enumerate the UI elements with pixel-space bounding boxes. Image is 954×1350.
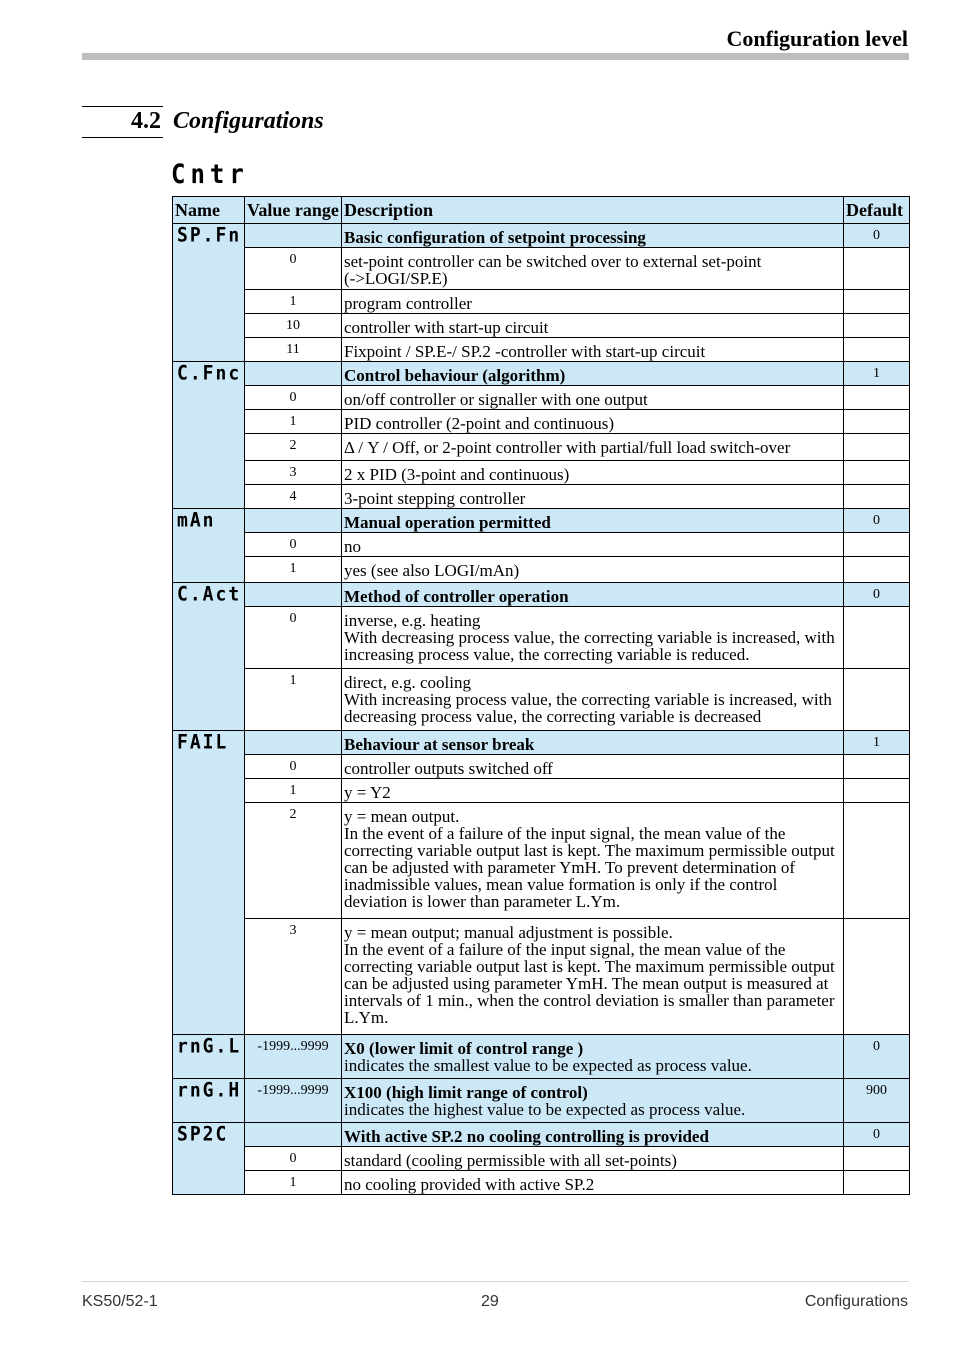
param-code: FAIL: [177, 730, 229, 755]
description-detail: In the event of a failure of the input signal, the mean value of the correcting variable output last is kept. The maximum permissible output can be adjusted with parameter YmH. To prevent determination of inadmissible values, mean value formation is only if the control deviation is lower than parameter L.Ym.: [344, 824, 835, 911]
default-cell: 0: [844, 224, 910, 248]
description-cell: [342, 224, 844, 248]
param-name-cell: [173, 583, 245, 731]
description-text: Manual operation permitted: [344, 513, 551, 532]
default-cell: [844, 755, 910, 779]
param-code: SP2C: [177, 1122, 229, 1147]
description-text: With active SP.2 no cooling controlling is provided: [344, 1127, 709, 1146]
param-code: C.Act: [177, 582, 242, 607]
description-text: Δ / Y / Off, or 2-point controller with partial/full load switch-over: [344, 438, 791, 457]
section-title: Configurations: [173, 108, 324, 134]
footer-section: Configurations: [804, 1293, 908, 1310]
value-range-cell: -1999...9999: [245, 1035, 342, 1079]
description-cell: [342, 290, 844, 314]
default-cell: [844, 533, 910, 557]
description-text: direct, e.g. cooling: [344, 673, 471, 692]
value-range-cell: 0: [245, 755, 342, 779]
description-text: PID controller (2-point and continuous): [344, 414, 615, 433]
description-text: 2 x PID (3-point and continuous): [344, 465, 570, 484]
value-range-cell: 11: [245, 338, 342, 362]
table-row: [173, 919, 910, 1035]
description-cell: [342, 1123, 844, 1147]
section-rule-top: [82, 106, 163, 107]
default-cell: [844, 410, 910, 434]
table-row: [173, 755, 910, 779]
value-range-cell: 1: [245, 779, 342, 803]
value-range-cell: [245, 362, 342, 386]
param-name-cell: [173, 509, 245, 583]
description-cell: [342, 410, 844, 434]
value-range-cell: 0: [245, 1147, 342, 1171]
description-cell: [342, 755, 844, 779]
header-bar: [82, 53, 909, 60]
description-text: Basic configuration of setpoint processing: [344, 228, 646, 247]
description-text: no: [344, 537, 361, 556]
column-header-name: Name: [173, 197, 245, 224]
description-cell: [342, 731, 844, 755]
value-range-cell: -1999...9999: [245, 1079, 342, 1123]
table-row: [173, 485, 910, 509]
description-cell: [342, 669, 844, 731]
description-cell: [342, 338, 844, 362]
value-range-cell: [245, 583, 342, 607]
description-cell: [342, 485, 844, 509]
value-range-cell: 10: [245, 314, 342, 338]
description-detail: indicates the highest value to be expected as process value.: [344, 1100, 746, 1119]
table-row: [173, 1035, 910, 1079]
default-cell: 900: [844, 1079, 910, 1123]
description-detail: In the event of a failure of the input signal, the mean value of the correcting variable output last is kept. The maximum permissible output can be adjusted using parameter YmH. The mean output is measured at intervals of 1 min., when the control deviation is smaller than parameter L.Ym.: [344, 940, 835, 1027]
description-text: Control behaviour (algorithm): [344, 366, 566, 385]
table-row: [173, 583, 910, 607]
param-code: rnG.H: [177, 1078, 242, 1103]
value-range-cell: 1: [245, 1171, 342, 1195]
param-name-cell: [173, 731, 245, 1035]
value-range-cell: 0: [245, 386, 342, 410]
description-cell: [342, 248, 844, 290]
value-range-cell: 2: [245, 803, 342, 919]
value-range-cell: 2: [245, 434, 342, 461]
value-range-cell: 0: [245, 248, 342, 290]
default-cell: [844, 434, 910, 461]
table-row: [173, 410, 910, 434]
description-detail: With decreasing process value, the correcting variable is increased, with increasing process value, the correcting variable is reduced.: [344, 628, 835, 664]
param-name-cell: [173, 1123, 245, 1195]
value-range-cell: [245, 1123, 342, 1147]
default-cell: [844, 669, 910, 731]
param-name-cell: [173, 362, 245, 509]
default-cell: 1: [844, 731, 910, 755]
description-text: no cooling provided with active SP.2: [344, 1175, 595, 1194]
description-detail: indicates the smallest value to be expected as process value.: [344, 1056, 752, 1075]
default-cell: [844, 485, 910, 509]
table-row: [173, 669, 910, 731]
default-cell: 0: [844, 583, 910, 607]
column-header-description: Description: [342, 197, 844, 224]
value-range-cell: 0: [245, 607, 342, 669]
table-row: [173, 224, 910, 248]
value-range-cell: 4: [245, 485, 342, 509]
description-text: program controller: [344, 294, 472, 313]
description-text: on/off controller or signaller with one output: [344, 390, 648, 409]
default-cell: [844, 779, 910, 803]
description-cell: [342, 362, 844, 386]
default-cell: [844, 1171, 910, 1195]
default-cell: [844, 248, 910, 290]
description-detail: (->LOGI/SP.E): [344, 269, 448, 288]
default-cell: [844, 803, 910, 919]
table-row: [173, 1171, 910, 1195]
description-cell: [342, 1147, 844, 1171]
footer-page-number: 29: [481, 1293, 499, 1310]
table-row: [173, 1147, 910, 1171]
value-range-cell: 3: [245, 461, 342, 485]
default-cell: [844, 338, 910, 362]
description-text: standard (cooling permissible with all set-points): [344, 1151, 677, 1170]
value-range-cell: 1: [245, 410, 342, 434]
section-number: 4.2: [131, 108, 161, 134]
description-text: y = mean output.: [344, 807, 460, 826]
table-row: [173, 731, 910, 755]
table-row: [173, 1123, 910, 1147]
value-range-cell: [245, 224, 342, 248]
description-cell: [342, 1035, 844, 1079]
value-range-cell: 0: [245, 533, 342, 557]
value-range-cell: 1: [245, 669, 342, 731]
description-cell: [342, 1079, 844, 1123]
description-text: inverse, e.g. heating: [344, 611, 481, 630]
table-row: [173, 290, 910, 314]
column-header-default: Default: [844, 197, 910, 224]
table-row: [173, 362, 910, 386]
param-code: mAn: [177, 508, 216, 533]
table-header-row: [173, 197, 910, 224]
description-cell: [342, 461, 844, 485]
default-cell: 0: [844, 1035, 910, 1079]
table-row: [173, 434, 910, 461]
param-name-cell: [173, 1035, 245, 1079]
table-row: [173, 386, 910, 410]
param-code: rnG.L: [177, 1034, 242, 1059]
description-text: 3-point stepping controller: [344, 489, 526, 508]
table-row: [173, 461, 910, 485]
default-cell: 0: [844, 1123, 910, 1147]
description-cell: [342, 803, 844, 919]
description-text: controller outputs switched off: [344, 759, 553, 778]
value-range-cell: 1: [245, 290, 342, 314]
footer-rule: [82, 1281, 909, 1282]
description-cell: [342, 607, 844, 669]
description-text: Method of controller operation: [344, 587, 569, 606]
description-text: Fixpoint / SP.E-/ SP.2 -controller with start-up circuit: [344, 342, 706, 361]
header-title: Configuration level: [726, 26, 908, 51]
table-row: [173, 557, 910, 583]
description-text: X0 (lower limit of control range ): [344, 1039, 584, 1058]
default-cell: [844, 290, 910, 314]
default-cell: [844, 1147, 910, 1171]
table-row: [173, 803, 910, 919]
default-cell: [844, 607, 910, 669]
description-detail: With increasing process value, the correcting variable is increased, with decreasing process value, the correcting variable is decreased: [344, 690, 832, 726]
table-row: [173, 509, 910, 533]
param-name-cell: [173, 224, 245, 362]
table-row: [173, 248, 910, 290]
default-cell: [844, 461, 910, 485]
param-code: SP.Fn: [177, 223, 242, 248]
column-header-value-range: Value range: [245, 197, 342, 224]
table-row: [173, 607, 910, 669]
value-range-cell: [245, 731, 342, 755]
value-range-cell: 1: [245, 557, 342, 583]
value-range-cell: [245, 509, 342, 533]
description-cell: [342, 583, 844, 607]
description-text: set-point controller can be switched over to external set-point: [344, 252, 762, 271]
description-cell: [342, 434, 844, 461]
param-name-cell: [173, 1079, 245, 1123]
description-cell: [342, 509, 844, 533]
default-cell: 1: [844, 362, 910, 386]
value-range-cell: 3: [245, 919, 342, 1035]
default-cell: [844, 314, 910, 338]
description-text: X100 (high limit range of control): [344, 1083, 588, 1102]
default-cell: 0: [844, 509, 910, 533]
table-row: [173, 1079, 910, 1123]
description-text: yes (see also LOGI/mAn): [344, 561, 520, 580]
param-code: C.Fnc: [177, 361, 242, 386]
default-cell: [844, 557, 910, 583]
section-rule-bottom: [82, 137, 163, 138]
description-cell: [342, 533, 844, 557]
description-cell: [342, 919, 844, 1035]
description-cell: [342, 557, 844, 583]
description-text: y = Y2: [344, 783, 391, 802]
description-text: Behaviour at sensor break: [344, 735, 535, 754]
default-cell: [844, 919, 910, 1035]
description-cell: [342, 314, 844, 338]
description-cell: [342, 386, 844, 410]
configuration-table: [172, 196, 910, 1195]
footer-doc-id: KS50/52-1: [82, 1293, 158, 1310]
default-cell: [844, 386, 910, 410]
description-cell: [342, 779, 844, 803]
description-text: controller with start-up circuit: [344, 318, 549, 337]
table-row: [173, 314, 910, 338]
table-row: [173, 779, 910, 803]
description-cell: [342, 1171, 844, 1195]
description-text: y = mean output; manual adjustment is possible.: [344, 923, 673, 942]
table-row: [173, 338, 910, 362]
table-row: [173, 533, 910, 557]
menu-code: Cntr: [171, 158, 249, 190]
